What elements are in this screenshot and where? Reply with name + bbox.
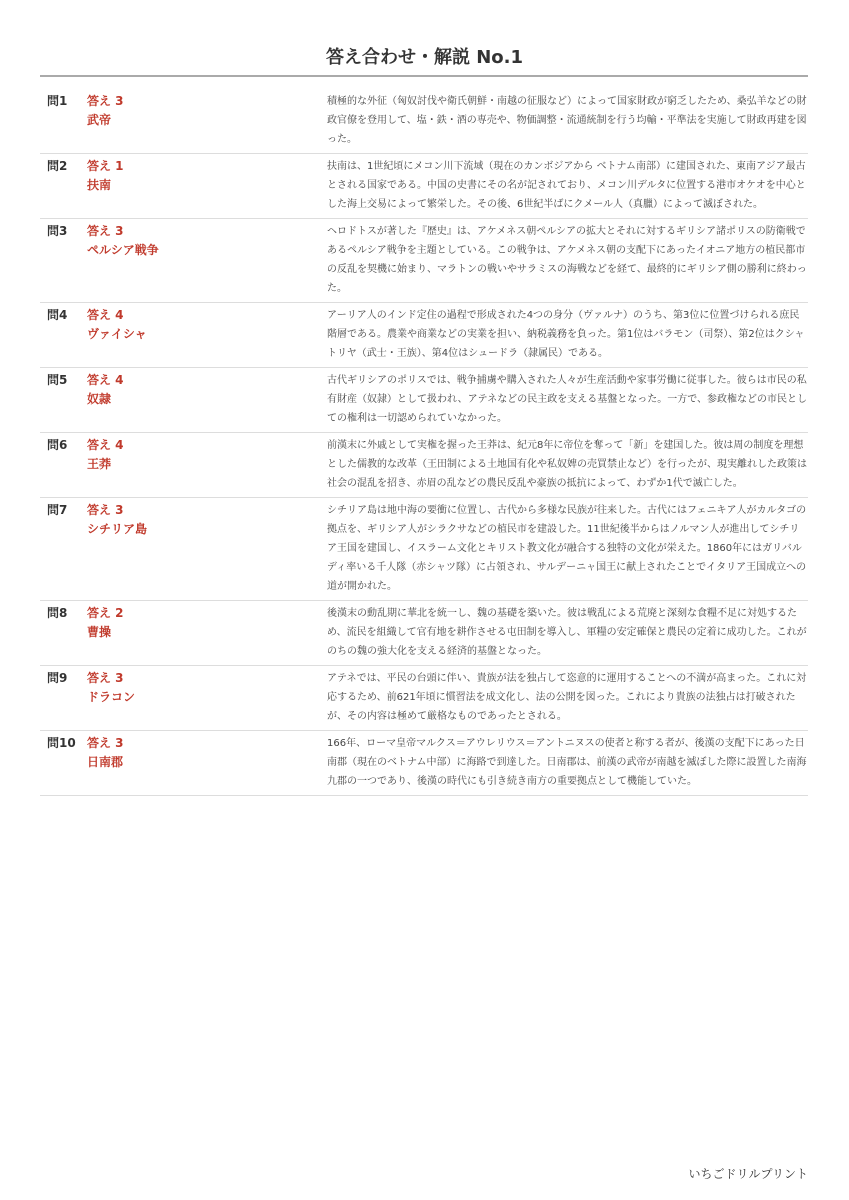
answer-label: 答え 3 [87,94,124,108]
answer-label: 答え 4 [87,308,124,322]
answer-row [40,433,808,498]
answer-term: 日南郡 [87,755,124,769]
answer-term: 武帝 [87,113,112,127]
answer-label: 答え 4 [87,373,124,387]
answer-term: ヴァイシャ [87,327,147,341]
question-number: 問10 [47,736,76,750]
question-number: 問4 [47,308,68,322]
answer-cell [87,436,321,493]
answer-cell [87,92,321,149]
answer-row [40,498,808,601]
explanation-text: 後漢末の動乱期に華北を統一し、魏の基礎を築いた。彼は戦乱による荒廃と深刻な食糧不足に対処するため、流民を組織して官有地を耕作させる屯田制を導入し、軍糧の安定確保と農民の定着に成功した。これがのちの魏の強大化を支える経済的基盤となった。 [327,608,807,657]
answer-row [40,89,808,154]
answer-term: ペルシア戦争 [87,243,159,257]
footer-brand: いちごドリルプリント [688,1167,808,1181]
answer-list [40,89,808,796]
page-title: 答え合わせ・解説 No.1 [325,47,524,68]
answer-row [40,731,808,796]
explanation-text: 前漢末に外戚として実権を握った王莽は、紀元8年に帝位を奪って「新」を建国した。彼は周の制度を理想とした儒教的な改革（王田制による土地国有化や私奴婢の売買禁止など）を行ったが、現実離れした政策は社会の混乱を招き、赤眉の乱などの農民反乱や豪族の抵抗によって、わずか1代で滅亡した。 [327,440,807,489]
question-number: 問7 [47,503,68,517]
answer-term: 曹操 [87,625,112,639]
answer-term: 扶南 [87,178,112,192]
answer-cell [87,306,321,363]
answer-label: 答え 4 [87,438,124,452]
answer-label: 答え 3 [87,503,124,517]
question-number: 問3 [47,224,68,238]
question-number: 問9 [47,671,68,685]
answer-row [40,666,808,731]
answer-cell [87,734,321,791]
explanation-text: アテネでは、平民の台頭に伴い、貴族が法を独占して恣意的に運用することへの不満が高まった。これに対応するため、前621年頃に慣習法を成文化し、法の公開を図った。これにより貴族の法独占は打破されたが、その内容は極めて厳格なものであったとされる。 [327,673,807,722]
answer-label: 答え 3 [87,224,124,238]
answer-cell [87,157,321,214]
answer-row [40,219,808,303]
explanation-text: 積極的な外征（匈奴討伐や衛氏朝鮮・南越の征服など）によって国家財政が窮乏したため、桑弘羊などの財政官僚を登用して、塩・鉄・酒の専売や、物価調整・流通統制を行う均輸・平準法を実施して財政再建を図った。 [327,96,807,145]
explanation-text: 166年、ローマ皇帝マルクス＝アウレリウス＝アントニヌスの使者と称する者が、後漢の支配下にあった日南郡（現在のベトナム中部）に海路で到達した。日南郡は、前漢の武帝が南越を滅ぼした際に設置した南海九郡の一つであり、後漢の時代にも引き続き南方の重要拠点として機能していた。 [327,738,807,787]
explanation-text: シチリア島は地中海の要衝に位置し、古代から多様な民族が往来した。古代にはフェニキア人がカルタゴの拠点を、ギリシア人がシラクサなどの植民市を建設した。11世紀後半からはノルマン人が進出してシチリア王国を建国し、イスラーム文化とキリスト教文化が融合する独特の文化が栄えた。1860年にはガリバルディ率いる千人隊（赤シャツ隊）に占領され、サルデーニャ国王に献上されたことでイタリア王国成立への道が開かれた。 [327,505,807,592]
answer-term: 奴隷 [87,392,112,406]
answer-row [40,303,808,368]
explanation-text: 扶南は、1世紀頃にメコン川下流域（現在のカンボジアから ベトナム南部）に建国された、東南アジア最古とされる国家である。中国の史書にその名が記されており、メコン川デルタに位置する港市オケオを中心とした海上交易によって繁栄した。その後、6世紀半ばにクメール人（真臘）によって滅ぼされた。 [327,161,806,210]
explanation-text: 古代ギリシアのポリスでは、戦争捕虜や購入された人々が生産活動や家事労働に従事した。彼らは市民の私有財産（奴隷）として扱われ、アテネなどの民主政を支える基盤となった。一方で、参政権などの市民としての権利は一切認められていなかった。 [327,375,807,424]
answer-term: シチリア島 [87,522,148,536]
question-number: 問8 [47,606,68,620]
answer-row [40,368,808,433]
answer-row [40,601,808,666]
answer-row [40,154,808,219]
question-number: 問6 [47,438,68,452]
answer-term: 王莽 [87,457,112,471]
answer-cell [87,501,321,596]
answer-term: ドラコン [87,690,136,704]
answer-cell [87,222,321,298]
explanation-text: アーリア人のインド定住の過程で形成された4つの身分（ヴァルナ）のうち、第3位に位置づけられる庶民階層である。農業や商業などの実業を担い、納税義務を負った。第1位はバラモン（司祭）、第2位はクシャトリヤ（武士・王族）、第4位はシュードラ（隷属民）である。 [327,310,805,359]
question-number: 問1 [47,94,68,108]
answer-cell [87,604,321,661]
answer-label: 答え 1 [87,159,124,173]
answer-cell [87,669,321,726]
question-number: 問2 [47,159,68,173]
title-divider [40,75,808,77]
explanation-text: ヘロドトスが著した『歴史』は、アケメネス朝ペルシアの拡大とそれに対するギリシア諸ポリスの防衛戦であるペルシア戦争を主題としている。この戦争は、アケメネス朝の支配下にあったイオニア地方の植民都市の反乱を契機に始まり、マラトンの戦いやサラミスの海戦などを経て、最終的にギリシア側の勝利に終わった。 [327,226,807,294]
answer-label: 答え 3 [87,736,124,750]
question-number: 問5 [47,373,68,387]
answer-label: 答え 2 [87,606,124,620]
answer-label: 答え 3 [87,671,124,685]
answer-cell [87,371,321,428]
